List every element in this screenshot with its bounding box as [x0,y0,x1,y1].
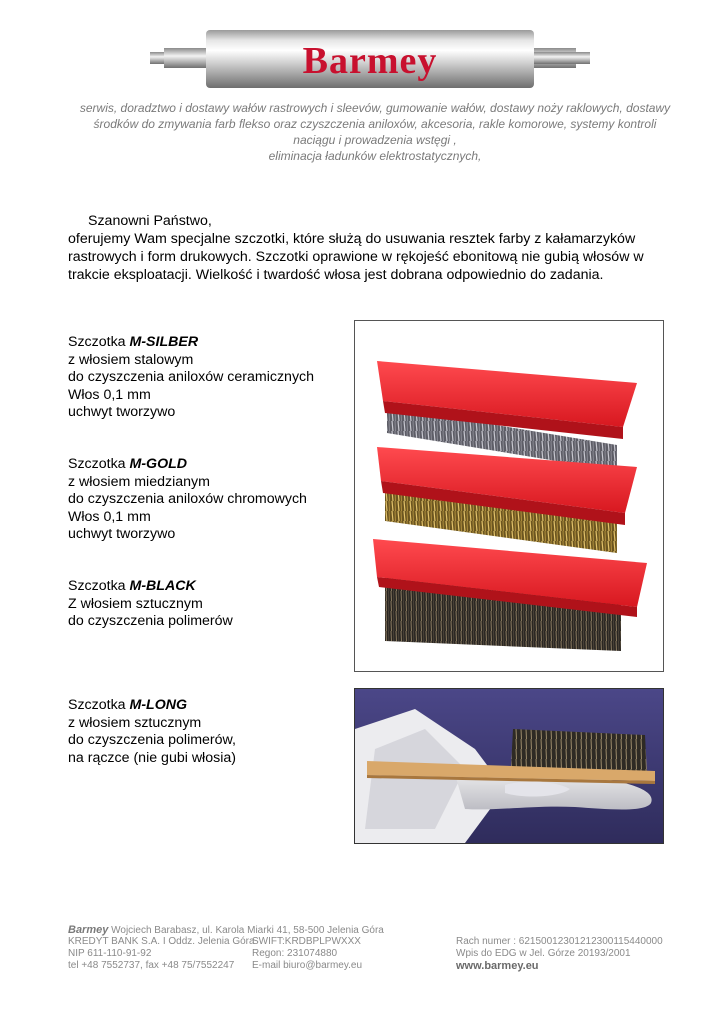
product-prefix: Szczotka [68,578,130,594]
product-line: Włos 0,1 mm [68,386,151,403]
tagline-line-2: środków do zmywania farb flekso oraz czyszczenia aniloxów, akcesoria, rakle komorowe, systemy kontroli [93,117,657,131]
product-m-long [68,697,338,767]
product-m-black [68,578,338,631]
product-line: Z włosiem sztucznym [68,595,203,612]
product-name: M-SILBER [129,334,199,350]
product-m-gold [68,456,338,544]
footer-regon: Regon: 231074880 [252,948,338,959]
footer-email[interactable]: E-mail biuro@barmey.eu [252,960,363,971]
footer-col-middle [252,936,442,972]
footer-phone: tel +48 7552737, fax +48 75/7552247 [68,960,235,971]
product-prefix: Szczotka [68,456,130,472]
footer-address: Wojciech Barabasz, ul. Karola Miarki 41, 58-500 Jelenia Góra [108,925,384,936]
product-line: do czyszczenia aniloxów ceramicznych [68,369,315,385]
product-line: z włosiem sztucznym [68,714,202,731]
intro-body: oferujemy Wam specjalne szczotki, które służą do usuwania resztek farby z kałamarzyków rastrowych i form drukowych. Szczotki oprawione w rękojeść ebonitową nie gubią włosów w trakcie eksploatacji. Wielkość i twardość włosa jest dobrana odpowiednio do zadania. [68,231,644,283]
product-name: M-BLACK [129,578,196,594]
tagline-line-1: serwis, doradztwo i dostawy wałów rastrowych i sleevów, gumowanie wałów, dostawy noży raklowych, dostawy [79,101,671,115]
product-line: do czyszczenia polimerów, [68,732,236,748]
footer-website-link[interactable]: www.barmey.eu [456,960,539,972]
brushes-photo [354,320,664,672]
barmey-logo [150,28,590,92]
intro-letter [68,212,668,284]
product-name: M-LONG [129,697,188,713]
footer-col-right [456,936,676,972]
product-prefix: Szczotka [68,697,130,713]
footer-registry: Wpis do EDG w Jel. Górze 20193/2001 [456,948,631,959]
tagline-line-3: naciągu i prowadzenia wstęgi , [293,133,457,147]
footer-nip: NIP 611-110-91-92 [68,948,152,959]
product-line: uchwyt tworzywo [68,404,176,420]
product-line: z włosiem stalowym [68,351,194,368]
long-brush-photo [354,688,664,844]
footer-account: Rach numer : 62150012301212300115440000 [456,936,663,947]
product-name: M-GOLD [129,456,188,472]
product-line: Włos 0,1 mm [68,508,151,525]
product-line: do czyszczenia aniloxów chromowych [68,491,307,507]
footer-col-left [68,936,258,972]
footer-bank: KREDYT BANK S.A. I Oddz. Jelenia Góra [68,936,255,947]
footer-brand: Barmey [68,924,109,936]
brushes-illustration [355,321,663,671]
tagline-line-4: eliminacja ładunków elektrostatycznych, [268,149,482,163]
product-line: do czyszczenia polimerów [68,613,233,629]
product-line: na rączce (nie gubi włosia) [68,749,236,766]
long-brush-bristles [511,729,647,773]
greeting: Szanowni Państwo, [88,213,212,229]
long-brush-illustration [355,689,663,843]
product-prefix: Szczotka [68,334,130,350]
product-line: z włosiem miedzianym [68,473,210,490]
product-line: uchwyt tworzywo [68,526,176,542]
product-m-silber [68,334,338,422]
logo-wordmark: Barmey [302,40,438,82]
footer-swift: SWIFT:KRDBPLPWXXX [252,936,361,947]
